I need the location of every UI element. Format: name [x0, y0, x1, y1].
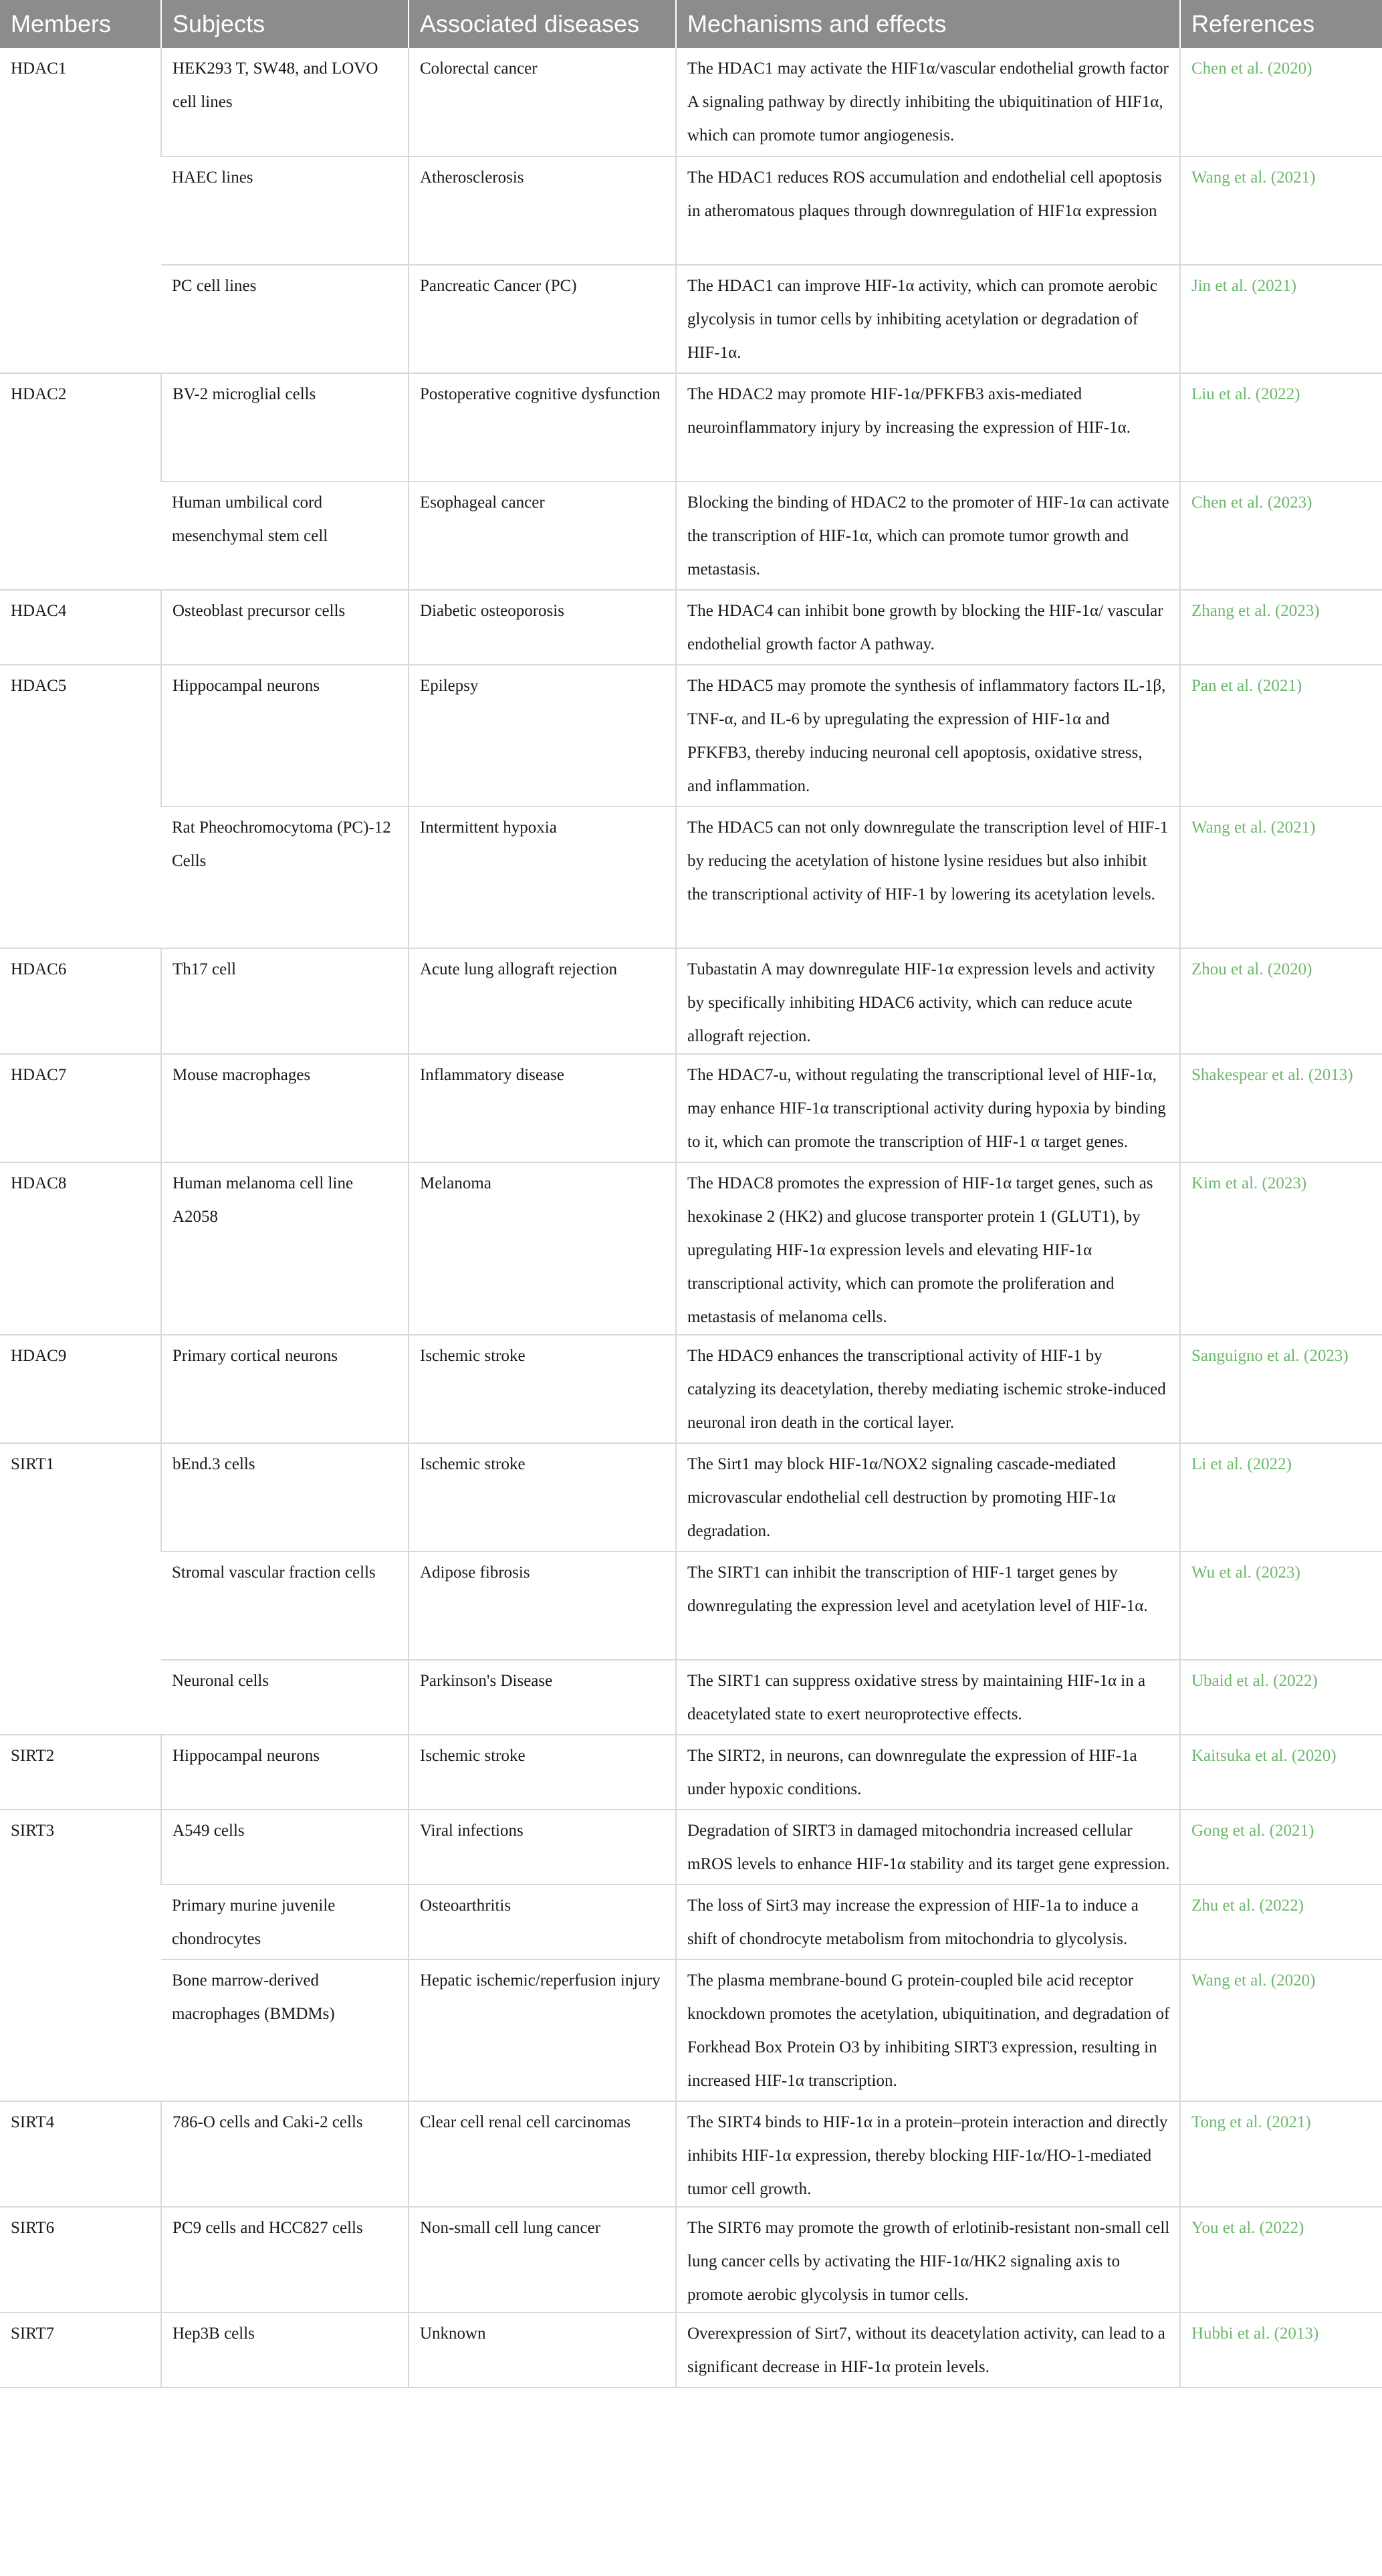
reference-link[interactable]: Sanguigno et al. (2023) — [1180, 1335, 1382, 1443]
reference-link[interactable]: Ubaid et al. (2022) — [1180, 1660, 1382, 1735]
disease-cell: Ischemic stroke — [409, 1335, 676, 1443]
subject-cell: Mouse macrophages — [161, 1054, 409, 1162]
mechanism-cell: The HDAC1 may activate the HIF1α/vascular endothelial growth factor A signaling pathway by directly inhibiting the ubiquitination of HIF1α, which can promote tumor angiogenesis. — [676, 48, 1180, 156]
table-row — [0, 265, 1382, 373]
subject-cell: Stromal vascular fraction cells — [161, 1551, 409, 1660]
disease-cell: Viral infections — [409, 1810, 676, 1885]
member-cell: HDAC5 — [0, 665, 161, 948]
reference-link[interactable]: Wang et al. (2020) — [1180, 1959, 1382, 2101]
member-cell: HDAC2 — [0, 373, 161, 590]
table-row — [0, 1660, 1382, 1735]
reference-link[interactable]: Gong et al. (2021) — [1180, 1810, 1382, 1885]
disease-cell: Ischemic stroke — [409, 1735, 676, 1810]
disease-cell: Unknown — [409, 2313, 676, 2387]
subject-cell: Primary murine juvenile chondrocytes — [161, 1885, 409, 1959]
subject-cell: Human umbilical cord mesenchymal stem cell — [161, 481, 409, 590]
mechanism-cell: The plasma membrane-bound G protein-coupled bile acid receptor knockdown promotes the acetylation, ubiquitination, and degradation of Forkhead Box Protein O3 by inhibiting SIRT3 expression, resulting in increased HIF-1α transcription. — [676, 1959, 1180, 2101]
table-row — [0, 2207, 1382, 2313]
reference-link[interactable]: Shakespear et al. (2013) — [1180, 1054, 1382, 1162]
mechanism-cell: The loss of Sirt3 may increase the expression of HIF-1a to induce a shift of chondrocyte metabolism from mitochondria to glycolysis. — [676, 1885, 1180, 1959]
disease-cell: Pancreatic Cancer (PC) — [409, 265, 676, 373]
disease-cell: Acute lung allograft rejection — [409, 948, 676, 1054]
reference-link[interactable]: Kaitsuka et al. (2020) — [1180, 1735, 1382, 1810]
disease-cell: Epilepsy — [409, 665, 676, 807]
subject-cell: Human melanoma cell line A2058 — [161, 1162, 409, 1335]
mechanism-cell: The HDAC8 promotes the expression of HIF-1α target genes, such as hexokinase 2 (HK2) and glucose transporter protein 1 (GLUT1), by upregulating HIF-1α expression levels and elevating HIF-1α transcriptional activity, which can promote the proliferation and metastasis of melanoma cells. — [676, 1162, 1180, 1335]
mechanism-cell: The HDAC2 may promote HIF-1α/PFKFB3 axis-mediated neuroinflammatory injury by increasing the expression of HIF-1α. — [676, 373, 1180, 481]
mechanism-cell: The SIRT2, in neurons, can downregulate the expression of HIF-1a under hypoxic conditions. — [676, 1735, 1180, 1810]
subject-cell: HAEC lines — [161, 156, 409, 265]
mechanism-cell: Overexpression of Sirt7, without its deacetylation activity, can lead to a significant decrease in HIF-1α protein levels. — [676, 2313, 1180, 2387]
subject-cell: Bone marrow-derived macrophages (BMDMs) — [161, 1959, 409, 2101]
header-members: Members — [0, 0, 161, 48]
member-cell: SIRT2 — [0, 1735, 161, 1810]
mechanism-cell: The SIRT1 can suppress oxidative stress by maintaining HIF-1α in a deacetylated state to exert neuroprotective effects. — [676, 1660, 1180, 1735]
table-row — [0, 2101, 1382, 2207]
subject-cell: Hippocampal neurons — [161, 665, 409, 807]
member-cell: SIRT3 — [0, 1810, 161, 2101]
mechanism-cell: The HDAC9 enhances the transcriptional activity of HIF-1 by catalyzing its deacetylation, thereby mediating ischemic stroke-induced neuronal iron death in the cortical layer. — [676, 1335, 1180, 1443]
subject-cell: Neuronal cells — [161, 1660, 409, 1735]
subject-cell: Hep3B cells — [161, 2313, 409, 2387]
table-row — [0, 665, 1382, 807]
member-cell: SIRT6 — [0, 2207, 161, 2313]
table-row — [0, 1551, 1382, 1660]
table-row — [0, 807, 1382, 948]
disease-cell: Clear cell renal cell carcinomas — [409, 2101, 676, 2207]
table-row — [0, 1735, 1382, 1810]
mechanism-cell: The HDAC4 can inhibit bone growth by blocking the HIF-1α/ vascular endothelial growth factor A pathway. — [676, 590, 1180, 665]
mechanism-cell: The HDAC5 may promote the synthesis of inflammatory factors IL-1β, TNF-α, and IL-6 by upregulating the expression of HIF-1α and PFKFB3, thereby inducing neuronal cell apoptosis, oxidative stress, and inflammation. — [676, 665, 1180, 807]
reference-link[interactable]: Zhou et al. (2020) — [1180, 948, 1382, 1054]
mechanism-cell: Degradation of SIRT3 in damaged mitochondria increased cellular mROS levels to enhance HIF-1α stability and its target gene expression. — [676, 1810, 1180, 1885]
table-row — [0, 48, 1382, 156]
table-row — [0, 156, 1382, 265]
subject-cell: BV-2 microglial cells — [161, 373, 409, 481]
reference-link[interactable]: Wu et al. (2023) — [1180, 1551, 1382, 1660]
reference-link[interactable]: Zhang et al. (2023) — [1180, 590, 1382, 665]
member-cell: HDAC7 — [0, 1054, 161, 1162]
subject-cell: PC cell lines — [161, 265, 409, 373]
subject-cell: Osteoblast precursor cells — [161, 590, 409, 665]
subject-cell: Hippocampal neurons — [161, 1735, 409, 1810]
member-cell: SIRT4 — [0, 2101, 161, 2207]
disease-cell: Colorectal cancer — [409, 48, 676, 156]
table-header — [0, 0, 1382, 48]
reference-link[interactable]: Kim et al. (2023) — [1180, 1162, 1382, 1335]
member-cell: SIRT1 — [0, 1443, 161, 1735]
reference-link[interactable]: Wang et al. (2021) — [1180, 807, 1382, 948]
disease-cell: Inflammatory disease — [409, 1054, 676, 1162]
table-row — [0, 1443, 1382, 1551]
table-body — [0, 48, 1382, 2387]
subject-cell: A549 cells — [161, 1810, 409, 1885]
subject-cell: PC9 cells and HCC827 cells — [161, 2207, 409, 2313]
mechanism-cell: The HDAC1 reduces ROS accumulation and endothelial cell apoptosis in atheromatous plaques through downregulation of HIF1α expression — [676, 156, 1180, 265]
reference-link[interactable]: You et al. (2022) — [1180, 2207, 1382, 2313]
disease-cell: Intermittent hypoxia — [409, 807, 676, 948]
disease-cell: Non-small cell lung cancer — [409, 2207, 676, 2313]
header-references: References — [1180, 0, 1382, 48]
disease-cell: Osteoarthritis — [409, 1885, 676, 1959]
table-row — [0, 1885, 1382, 1959]
disease-cell: Postoperative cognitive dysfunction — [409, 373, 676, 481]
table-row — [0, 948, 1382, 1054]
member-cell: SIRT7 — [0, 2313, 161, 2387]
member-cell: HDAC1 — [0, 48, 161, 373]
reference-link[interactable]: Wang et al. (2021) — [1180, 156, 1382, 265]
mechanism-cell: The SIRT6 may promote the growth of erlotinib-resistant non-small cell lung cancer cells by activating the HIF-1α/HK2 signaling axis to promote aerobic glycolysis in tumor cells. — [676, 2207, 1180, 2313]
subject-cell: 786-O cells and Caki-2 cells — [161, 2101, 409, 2207]
table-row — [0, 2313, 1382, 2387]
disease-cell: Parkinson's Disease — [409, 1660, 676, 1735]
table-row — [0, 481, 1382, 590]
header-associated-diseases: Associated diseases — [409, 0, 676, 48]
reference-link[interactable]: Chen et al. (2020) — [1180, 48, 1382, 156]
member-cell: HDAC4 — [0, 590, 161, 665]
disease-cell: Ischemic stroke — [409, 1443, 676, 1551]
member-cell: HDAC6 — [0, 948, 161, 1054]
reference-link[interactable]: Liu et al. (2022) — [1180, 373, 1382, 481]
mechanism-cell: Blocking the binding of HDAC2 to the promoter of HIF-1α can activate the transcription of HIF-1α, which can promote tumor growth and metastasis. — [676, 481, 1180, 590]
mechanism-cell: Tubastatin A may downregulate HIF-1α expression levels and activity by specifically inhibiting HDAC6 activity, which can reduce acute allograft rejection. — [676, 948, 1180, 1054]
header-mechanisms-and-effects: Mechanisms and effects — [676, 0, 1180, 48]
reference-link[interactable]: Jin et al. (2021) — [1180, 265, 1382, 373]
subject-cell: HEK293 T, SW48, and LOVO cell lines — [161, 48, 409, 156]
table-row — [0, 1335, 1382, 1443]
table-row — [0, 373, 1382, 481]
table-row — [0, 1959, 1382, 2101]
reference-link[interactable]: Tong et al. (2021) — [1180, 2101, 1382, 2207]
table-row — [0, 590, 1382, 665]
mechanism-cell: The Sirt1 may block HIF-1α/NOX2 signaling cascade-mediated microvascular endothelial cell destruction by promoting HIF-1α degradation. — [676, 1443, 1180, 1551]
table-row — [0, 1162, 1382, 1335]
reference-link[interactable]: Zhu et al. (2022) — [1180, 1885, 1382, 1959]
disease-cell: Adipose fibrosis — [409, 1551, 676, 1660]
subject-cell: bEnd.3 cells — [161, 1443, 409, 1551]
reference-link[interactable]: Li et al. (2022) — [1180, 1443, 1382, 1551]
disease-cell: Esophageal cancer — [409, 481, 676, 590]
mechanism-cell: The HDAC5 can not only downregulate the transcription level of HIF-1 by reducing the acetylation of histone lysine residues but also inhibit the transcriptional activity of HIF-1 by lowering its acetylation levels. — [676, 807, 1180, 948]
subject-cell: Primary cortical neurons — [161, 1335, 409, 1443]
disease-cell: Diabetic osteoporosis — [409, 590, 676, 665]
subject-cell: Rat Pheochromocytoma (PC)-12 Cells — [161, 807, 409, 948]
header-subjects: Subjects — [161, 0, 409, 48]
disease-cell: Atherosclerosis — [409, 156, 676, 265]
mechanism-cell: The HDAC1 can improve HIF-1α activity, which can promote aerobic glycolysis in tumor cells by inhibiting acetylation or degradation of HIF-1α. — [676, 265, 1180, 373]
member-cell: HDAC9 — [0, 1335, 161, 1443]
reference-link[interactable]: Chen et al. (2023) — [1180, 481, 1382, 590]
table-row — [0, 1054, 1382, 1162]
subject-cell: Th17 cell — [161, 948, 409, 1054]
member-cell: HDAC8 — [0, 1162, 161, 1335]
reference-link[interactable]: Pan et al. (2021) — [1180, 665, 1382, 807]
table-row — [0, 1810, 1382, 1885]
mechanism-cell: The HDAC7-u, without regulating the transcriptional level of HIF-1α, may enhance HIF-1α transcriptional activity during hypoxia by binding to it, which can promote the transcription of HIF-1 α target genes. — [676, 1054, 1180, 1162]
disease-cell: Hepatic ischemic/reperfusion injury — [409, 1959, 676, 2101]
mechanism-cell: The SIRT4 binds to HIF-1α in a protein–protein interaction and directly inhibits HIF-1α expression, thereby blocking HIF-1α/HO-1-mediated tumor cell growth. — [676, 2101, 1180, 2207]
reference-link[interactable]: Hubbi et al. (2013) — [1180, 2313, 1382, 2387]
disease-cell: Melanoma — [409, 1162, 676, 1335]
mechanism-cell: The SIRT1 can inhibit the transcription of HIF-1 target genes by downregulating the expression level and acetylation level of HIF-1α. — [676, 1551, 1180, 1660]
